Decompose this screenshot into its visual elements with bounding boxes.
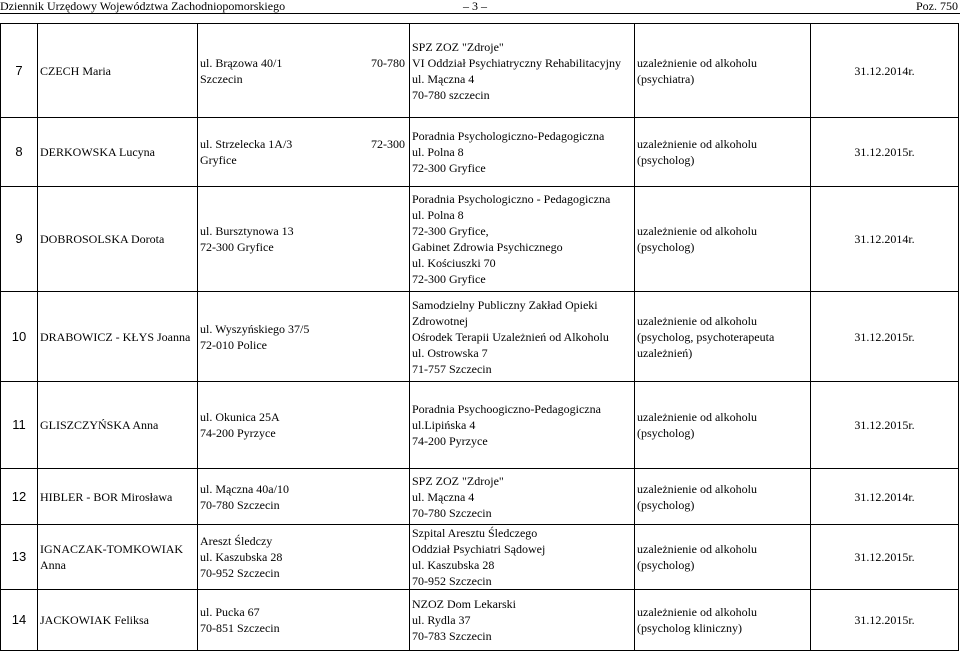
- table-row: [1, 590, 959, 651]
- workplace: [410, 469, 635, 525]
- home-address-line: 72-300 Gryfice: [200, 240, 274, 254]
- specialty-line: (psycholog): [637, 426, 695, 440]
- workplace-line: 72-300 Gryfice,: [412, 224, 489, 238]
- specialty: [635, 590, 811, 651]
- valid-until-date: 31.12.2015r.: [811, 525, 959, 590]
- home-address: [198, 469, 410, 525]
- row-number: 12: [1, 469, 38, 525]
- person-name: IGNACZAK-TOMKOWIAK Anna: [38, 525, 198, 590]
- row-number: 14: [1, 590, 38, 651]
- postal-code: 72-300: [371, 137, 405, 151]
- workplace-line: ul.Lipińska 4: [412, 418, 476, 432]
- valid-until-date: 31.12.2015r.: [811, 118, 959, 187]
- row-number: 8: [1, 118, 38, 187]
- specialty: [635, 24, 811, 118]
- valid-until-date: 31.12.2015r.: [811, 382, 959, 469]
- home-address: [198, 118, 410, 187]
- workplace: [410, 525, 635, 590]
- page-header: [0, 0, 960, 13]
- specialty-line: uzależnień): [637, 345, 693, 360]
- home-address-line: 74-200 Pyrzyce: [200, 426, 276, 440]
- workplace-line: Gabinet Zdrowia Psychicznego: [412, 240, 563, 254]
- person-name: HIBLER - BOR Mirosława: [38, 469, 198, 525]
- workplace-line: ul. Ostrowska 7: [412, 345, 488, 360]
- position-number: Poz. 750: [916, 0, 958, 13]
- workplace: [410, 382, 635, 469]
- workplace-line: 70-783 Szczecin: [412, 629, 492, 643]
- workplace: [410, 590, 635, 651]
- home-address-line: 70-851 Szczecin: [200, 621, 280, 635]
- page-number: – 3 –: [463, 0, 487, 13]
- workplace-line: Poradnia Psychologiczno-Pedagogiczna: [412, 129, 605, 143]
- specialty: [635, 469, 811, 525]
- specialty-line: uzależnienie od alkoholu: [637, 481, 757, 496]
- person-name: DOBROSOLSKA Dorota: [38, 187, 198, 292]
- workplace-line: NZOZ Dom Lekarski: [412, 597, 516, 611]
- valid-until-date: 31.12.2014r.: [811, 24, 959, 118]
- specialty-line: uzależnienie od alkoholu: [637, 313, 757, 328]
- workplace-line: VI Oddział Psychiatryczny Rehabilitacyjny: [412, 55, 621, 70]
- home-address-line: ul. Okunica 25A: [200, 410, 280, 424]
- journal-title: Dziennik Urzędowy Województwa Zachodniopomorskiego: [0, 0, 286, 13]
- row-number: 11: [1, 382, 38, 469]
- specialty-line: uzależnienie od alkoholu: [637, 224, 757, 238]
- specialty-line: (psycholog): [637, 497, 695, 512]
- home-address: [198, 525, 410, 590]
- workplace-line: ul. Kaszubska 28: [412, 558, 495, 572]
- table-row: [1, 292, 959, 382]
- person-name: DRABOWICZ - KŁYS Joanna: [38, 292, 198, 382]
- home-address-line: Areszt Śledczy: [200, 534, 273, 548]
- specialty-line: (psycholog): [637, 153, 695, 167]
- valid-until-date: 31.12.2015r.: [811, 292, 959, 382]
- home-address: [198, 292, 410, 382]
- home-address: [198, 382, 410, 469]
- row-number: 9: [1, 187, 38, 292]
- person-name: CZECH Maria: [38, 24, 198, 118]
- specialty-line: (psycholog kliniczny): [637, 621, 742, 635]
- valid-until-date: 31.12.2014r.: [811, 187, 959, 292]
- workplace-line: Szpital Aresztu Śledczego: [412, 526, 538, 540]
- workplace: [410, 187, 635, 292]
- workplace-line: Zdrowotnej: [412, 313, 468, 328]
- home-address-line: ul. Wyszyńskiego 37/5: [200, 321, 310, 336]
- workplace-line: Ośrodek Terapii Uzależnień od Alkoholu: [412, 329, 609, 344]
- workplace-line: ul. Mączna 4: [412, 489, 475, 504]
- home-address: [198, 187, 410, 292]
- home-address-line: ul. Kaszubska 28: [200, 550, 283, 564]
- row-number: 13: [1, 525, 38, 590]
- specialty: [635, 292, 811, 382]
- person-name: DERKOWSKA Lucyna: [38, 118, 198, 187]
- header-rule: [0, 13, 960, 14]
- table-row: [1, 382, 959, 469]
- home-address-line: Szczecin: [200, 71, 243, 86]
- table-row: [1, 469, 959, 525]
- workplace-line: Samodzielny Publiczny Zakład Opieki: [412, 297, 598, 312]
- workplace-line: SPZ ZOZ "Zdroje": [412, 39, 504, 54]
- specialty-line: uzależnienie od alkoholu: [637, 55, 757, 70]
- workplace-line: 72-300 Gryfice: [412, 161, 486, 175]
- workplace-line: 71-757 Szczecin: [412, 361, 492, 376]
- workplace-line: 72-300 Gryfice: [412, 272, 486, 286]
- workplace-line: 70-952 Szczecin: [412, 574, 492, 588]
- specialty: [635, 187, 811, 292]
- workplace-line: ul. Polna 8: [412, 145, 464, 159]
- specialty-line: uzależnienie od alkoholu: [637, 605, 757, 619]
- person-name: JACKOWIAK Feliksa: [38, 590, 198, 651]
- home-address-line: ul. Strzelecka 1A/3: [200, 137, 293, 151]
- specialty: [635, 118, 811, 187]
- row-number: 10: [1, 292, 38, 382]
- workplace-line: ul. Rydla 37: [412, 613, 471, 627]
- workplace: [410, 24, 635, 118]
- workplace-line: Oddział Psychiatri Sądowej: [412, 542, 546, 556]
- specialty-line: (psychiatra): [637, 71, 695, 86]
- workplace-line: 74-200 Pyrzyce: [412, 434, 488, 448]
- home-address: [198, 24, 410, 118]
- table-row: [1, 187, 959, 292]
- workplace: [410, 292, 635, 382]
- workplace-line: ul. Polna 8: [412, 208, 464, 222]
- person-name: GLISZCZYŃSKA Anna: [38, 382, 198, 469]
- home-address-line: ul. Brązowa 40/1: [200, 55, 283, 70]
- specialty-line: (psycholog, psychoterapeuta: [637, 329, 775, 344]
- specialty: [635, 525, 811, 590]
- table-row: [1, 24, 959, 118]
- valid-until-date: 31.12.2014r.: [811, 469, 959, 525]
- workplace-line: SPZ ZOZ "Zdroje": [412, 473, 504, 488]
- workplace-line: Poradnia Psychoogiczno-Pedagogiczna: [412, 402, 601, 416]
- specialty: [635, 382, 811, 469]
- home-address-line: 72-010 Police: [200, 337, 267, 352]
- home-address-line: Gryfice: [200, 153, 237, 167]
- specialty-line: (psycholog): [637, 240, 695, 254]
- workplace-line: Poradnia Psychologiczno - Pedagogiczna: [412, 192, 611, 206]
- workplace-line: 70-780 Szczecin: [412, 505, 492, 520]
- table-row: [1, 525, 959, 590]
- specialty-line: uzależnienie od alkoholu: [637, 410, 757, 424]
- home-address-line: ul. Mączna 40a/10: [200, 481, 289, 496]
- workplace-line: ul. Mączna 4: [412, 71, 475, 86]
- workplace: [410, 118, 635, 187]
- home-address-line: 70-780 Szczecin: [200, 497, 280, 512]
- row-number: 7: [1, 24, 38, 118]
- valid-until-date: 31.12.2015r.: [811, 590, 959, 651]
- workplace-line: 70-780 szczecin: [412, 87, 490, 102]
- home-address-line: ul. Pucka 67: [200, 605, 260, 619]
- specialty-line: uzależnienie od alkoholu: [637, 542, 757, 556]
- postal-code: 70-780: [371, 55, 405, 70]
- home-address: [198, 590, 410, 651]
- table-row: [1, 118, 959, 187]
- registry-table: [0, 23, 959, 651]
- specialty-line: (psycholog): [637, 558, 695, 572]
- workplace-line: ul. Kościuszki 70: [412, 256, 496, 270]
- home-address-line: ul. Bursztynowa 13: [200, 224, 294, 238]
- specialty-line: uzależnienie od alkoholu: [637, 137, 757, 151]
- home-address-line: 70-952 Szczecin: [200, 566, 280, 580]
